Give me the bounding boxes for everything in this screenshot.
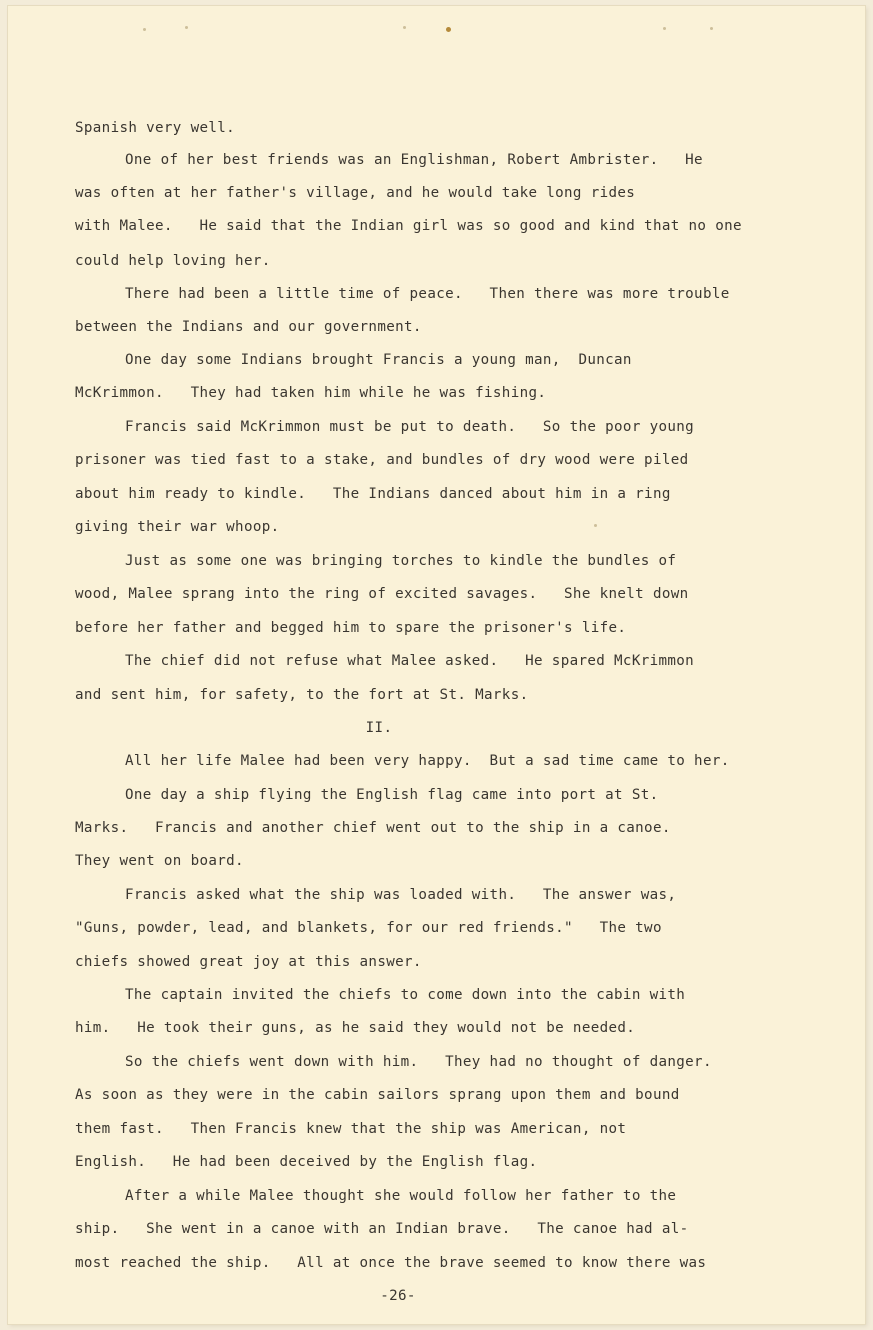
text-line: All her life Malee had been very happy. But a sad time came to her. (125, 753, 730, 769)
text-line: before her father and begged him to spare the prisoner's life. (75, 620, 627, 636)
text-line: between the Indians and our government. (75, 319, 422, 335)
text-line: chiefs showed great joy at this answer. (75, 954, 422, 970)
text-line: prisoner was tied fast to a stake, and bundles of dry wood were piled (75, 452, 689, 468)
text-line: them fast. Then Francis knew that the ship was American, not (75, 1121, 627, 1137)
text-line: One of her best friends was an Englishman, Robert Ambrister. He (125, 152, 703, 168)
text-line: him. He took their guns, as he said they would not be needed. (75, 1020, 636, 1036)
text-line: They went on board. (75, 853, 244, 869)
text-line: wood, Malee sprang into the ring of excited savages. She knelt down (75, 586, 689, 602)
text-line: Francis said McKrimmon must be put to death. So the poor young (125, 419, 695, 435)
text-line: So the chiefs went down with him. They had no thought of danger. (125, 1054, 712, 1070)
text-line: was often at her father's village, and he would take long rides (75, 185, 636, 201)
text-line: most reached the ship. All at once the brave seemed to know there was (75, 1255, 707, 1271)
text-line: giving their war whoop. (75, 519, 280, 535)
text-line: English. He had been deceived by the English flag. (75, 1154, 538, 1170)
text-line: One day a ship flying the English flag came into port at St. (125, 787, 659, 803)
text-line: One day some Indians brought Francis a young man, Duncan (125, 352, 632, 368)
text-line: Just as some one was bringing torches to kindle the bundles of (125, 553, 677, 569)
text-line: The captain invited the chiefs to come down into the cabin with (125, 987, 686, 1003)
text-line: "Guns, powder, lead, and blankets, for our red friends." The two (75, 920, 662, 936)
text-line: Spanish very well. (75, 120, 236, 136)
text-line: As soon as they were in the cabin sailors sprang upon them and bound (75, 1087, 680, 1103)
text-line: McKrimmon. They had taken him while he was fishing. (75, 385, 547, 401)
text-line: There had been a little time of peace. Then there was more trouble (125, 286, 730, 302)
text-line: about him ready to kindle. The Indians danced about him in a ring (75, 486, 671, 502)
text-line: and sent him, for safety, to the fort at St. Marks. (75, 687, 529, 703)
page-number: -26- (380, 1288, 416, 1304)
text-line: with Malee. He said that the Indian girl was so good and kind that no one (75, 218, 742, 234)
text-line: could help loving her. (75, 253, 271, 269)
text-line: Francis asked what the ship was loaded with. The answer was, (125, 887, 677, 903)
text-line: Marks. Francis and another chief went out to the ship in a canoe. (75, 820, 671, 836)
text-line: After a while Malee thought she would follow her father to the (125, 1188, 677, 1204)
text-line: The chief did not refuse what Malee asked. He spared McKrimmon (125, 653, 695, 669)
text-line: ship. She went in a canoe with an Indian brave. The canoe had al- (75, 1221, 689, 1237)
section-heading: II. (365, 720, 393, 736)
